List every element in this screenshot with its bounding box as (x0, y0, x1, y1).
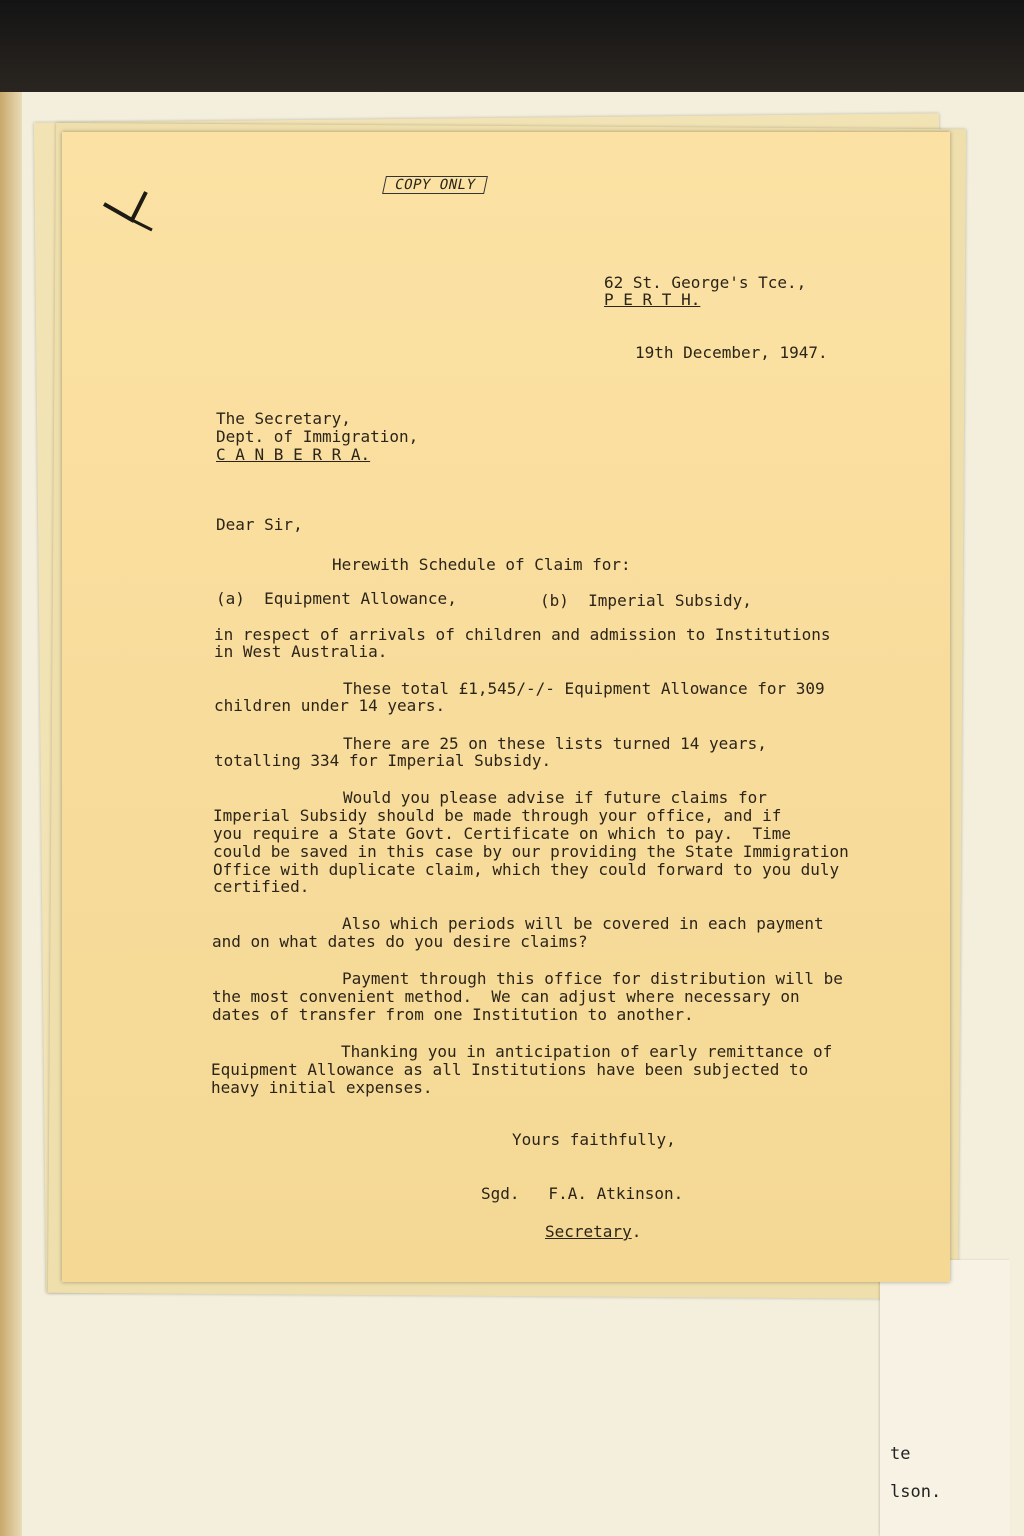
item-b: (b) Imperial Subsidy, (540, 591, 752, 610)
letter-date: 19th December, 1947. (635, 343, 828, 362)
body-line: Also which periods will be covered in each payment (342, 914, 824, 933)
staple-icon (102, 182, 162, 232)
lower-sheet-fragment: lson. (890, 1482, 942, 1502)
signatory-title-text: Secretary (545, 1222, 632, 1241)
recipient-line: The Secretary, (216, 409, 351, 428)
letter-page (62, 132, 950, 1282)
body-line: These total £1,545/-/- Equipment Allowance for 309 (343, 679, 825, 698)
item-a: (a) Equipment Allowance, (216, 589, 457, 608)
body-line: Equipment Allowance as all Institutions have been subjected to (211, 1060, 809, 1079)
sender-city: P E R T H. (604, 290, 701, 309)
background-top-band (0, 0, 1024, 92)
body-line: in respect of arrivals of children and admission to Institutions (214, 625, 831, 644)
body-line: Payment through this office for distribution will be (342, 969, 843, 988)
body-line: the most convenient method. We can adjust where necessary on (212, 987, 800, 1006)
sender-street: 62 St. George's Tce., (604, 273, 807, 292)
body-line: in West Australia. (214, 642, 388, 661)
adjacent-folder-edge (0, 92, 22, 1536)
body-line: dates of transfer from one Institution to another. (212, 1005, 694, 1024)
body-line: Office with duplicate claim, which they could forward to you duly (213, 860, 840, 879)
lower-sheet-fragment: te (890, 1444, 911, 1464)
recipient-city: C A N B E R R A. (216, 445, 371, 464)
recipient-line: Dept. of Immigration, (216, 427, 419, 446)
body-line: certified. (213, 877, 310, 896)
body-line: Thanking you in anticipation of early remittance of (341, 1042, 833, 1061)
body-line: and on what dates do you desire claims? (212, 932, 588, 951)
copy-only-stamp: COPY ONLY (382, 176, 488, 194)
signatory-title-suffix: . (631, 1222, 642, 1241)
salutation: Dear Sir, (216, 515, 303, 534)
body-line: could be saved in this case by our providing the State Immigration (213, 842, 849, 861)
body-line: heavy initial expenses. (211, 1078, 433, 1097)
closing: Yours faithfully, (512, 1130, 676, 1149)
body-line: children under 14 years. (214, 696, 446, 715)
signature: Sgd. F.A. Atkinson. (481, 1184, 684, 1203)
body-line: totalling 334 for Imperial Subsidy. (214, 751, 552, 770)
intro-line: Herewith Schedule of Claim for: (332, 555, 631, 574)
body-line: Imperial Subsidy should be made through your office, and if (213, 806, 782, 825)
signatory-title (545, 1223, 641, 1240)
body-line: you require a State Govt. Certificate on which to pay. Time (213, 824, 791, 843)
body-line: There are 25 on these lists turned 14 years, (343, 734, 767, 753)
body-line: Would you please advise if future claims for (343, 788, 767, 807)
